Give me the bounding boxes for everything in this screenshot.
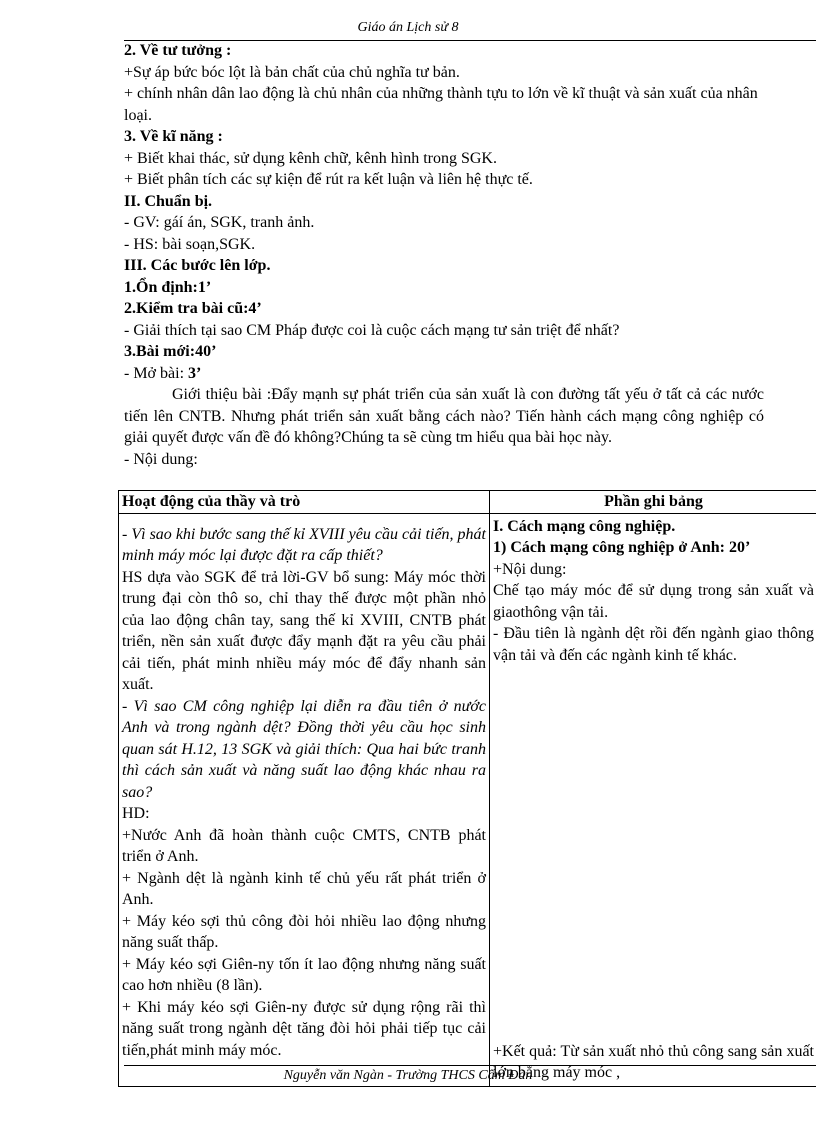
- lesson-line: + Biết khai thác, sử dụng kênh chữ, kênh hình trong SGK.: [124, 149, 497, 167]
- activity-paragraph: - Vì sao khi bước sang thế kỉ XVIII yêu cầu cải tiến, phát minh máy móc lại được đặt ra cấp thiết?: [122, 525, 486, 564]
- lesson-line: - HS: bài soạn,SGK.: [124, 235, 256, 253]
- activity-paragraph: + Khi máy kéo sợi Giên-ny được sử dụng rộng rãi thì năng suất trong ngành dệt tăng đòi hỏi phải tiếp tục cải tiến,phát minh máy móc.: [122, 998, 486, 1059]
- lesson-line: +Sự áp bức bóc lột là bản chất của chủ nghĩa tư bản.: [124, 63, 460, 81]
- lesson-line: - GV: gáí án, SGK, tranh ảnh.: [124, 214, 315, 231]
- lesson-lines: [124, 40, 764, 363]
- lesson-content: [124, 40, 764, 470]
- subsection-title: 1) Cách mạng công nghiệp ở Anh: 20’: [493, 539, 751, 556]
- activity-paragraph: + Ngành dệt là ngành kinh tế chủ yếu rất phát triển ở Anh.: [122, 869, 486, 908]
- activity-paragraph: HS dựa vào SGK để trả lời-GV bổ sung: Máy móc thời trung đại còn thô so, chỉ thay thế được một phần nhỏ của lao động chân tay, sang thế kỉ XVIII, CNTB phát triển, nền sản xuất được đẩy mạnh đặt ra yêu cầu phải cải tiến, phát minh nhiều máy móc để đẩy nhanh sản xuất.: [122, 568, 486, 693]
- lesson-line: + chính nhân dân lao động là chủ nhân của những thành tựu to lớn về kĩ thuật và sản xuất của nhân loại.: [124, 85, 758, 124]
- noi-dung-heading: +Nội dung:: [493, 560, 567, 578]
- noi-dung-text-1: Chế tạo máy móc để sử dụng trong sản xuất và giaothông vận tải.: [493, 582, 814, 621]
- lesson-line: + Biết phân tích các sự kiện để rút ra kết luận và liên hệ thực tế.: [124, 171, 533, 188]
- table-body-row: [119, 513, 816, 1086]
- page-footer: Nguyễn văn Ngàn - Trường THCS Cẩm Đàn: [283, 1068, 533, 1083]
- page-header: Giáo án Lịch sử 8: [357, 20, 459, 35]
- activity-paragraph: +Nước Anh đã hoàn thành cuộc CMTS, CNTB phát triển ở Anh.: [122, 826, 486, 865]
- table-header-row: [119, 491, 816, 514]
- activities-list: [122, 524, 486, 1062]
- mo-bai-time: 3’: [188, 364, 202, 382]
- noi-dung-text-2: - Đầu tiên là ngành dệt rồi đến ngành giao thông vận tải và đến các ngành kinh tế khác.: [493, 625, 814, 664]
- ket-qua-text: +Kết quả: Từ sản xuất nhỏ thủ công sang sản xuất lớn bằng máy móc ,: [493, 1042, 814, 1081]
- lesson-line: - Giải thích tại sao CM Pháp được coi là cuộc cách mạng tư sản triệt để nhất?: [124, 321, 620, 339]
- intro-paragraph: Giới thiệu bài :Đẩy mạnh sự phát triển của sản xuất là con đường tất yếu ở tất cả các nước tiến lên CNTB. Nhưng phát triển sản xuất bằng cách nào? Tiến hành cách mạng công nghiệp có giải quyết được vấn đề đó không?Chúng ta sẽ cùng tm hiểu qua bài học này.: [124, 386, 764, 446]
- lesson-line: 2. Về tư tưởng :: [124, 42, 232, 59]
- activity-paragraph: - Vì sao CM công nghiệp lại diễn ra đầu tiên ở nước Anh và trong ngành dệt? Đồng thời yêu cầu học sinh quan sát H.12, 13 SGK và giải thích: Qua hai bức tranh thì cách sản xuất và năng suất lao động khác nhau ra sao?: [122, 697, 486, 801]
- mo-bai-label: - Mở bài:: [124, 364, 189, 382]
- notes-cell: [490, 513, 816, 1086]
- lesson-line: 3. Về kĩ năng :: [124, 128, 223, 145]
- activity-paragraph: + Máy kéo sợi thủ công đòi hỏi nhiều lao động nhưng năng suất thấp.: [122, 912, 486, 951]
- lesson-line: III. Các bước lên lớp.: [124, 257, 271, 274]
- section-title: I. Cách mạng công nghiệp.: [493, 517, 676, 535]
- lesson-line: 2.Kiểm tra bài cũ:4’: [124, 300, 262, 317]
- lesson-line: II. Chuẩn bị.: [124, 192, 213, 210]
- noi-dung-label: - Nội dung:: [124, 450, 198, 468]
- lesson-line: 3.Bài mới:40’: [124, 343, 217, 360]
- col-header-notes: Phần ghi bảng: [490, 491, 816, 514]
- mo-bai-line: [124, 363, 764, 385]
- activity-paragraph: + Máy kéo sợi Giên-ny tốn ít lao động nhưng năng suất cao hơn nhiều (8 lần).: [122, 955, 486, 994]
- col-header-activities: Hoạt động của thầy và trò: [119, 491, 490, 514]
- footer-rule: [124, 1065, 816, 1066]
- activity-paragraph: HD:: [122, 805, 150, 822]
- lesson-table: [118, 490, 816, 1087]
- activities-cell: [119, 513, 490, 1086]
- lesson-line: 1.Ổn định:1’: [124, 278, 212, 296]
